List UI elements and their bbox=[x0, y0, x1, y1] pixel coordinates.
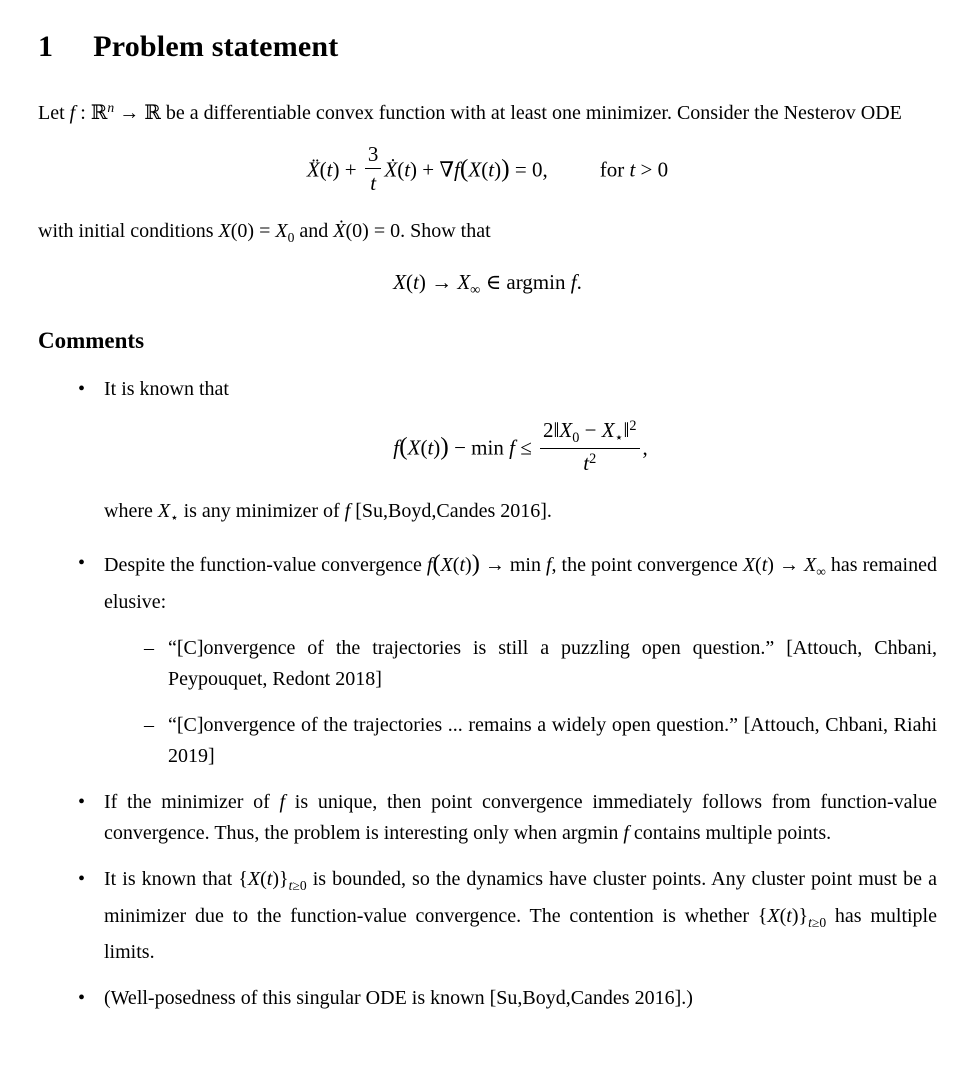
bullet-marker: • bbox=[78, 987, 86, 1010]
bullet-item-known-rate bbox=[78, 374, 937, 534]
section-heading bbox=[38, 30, 937, 64]
nesterov-ode-equation: Ẍ(t) + $\frac{3}{t}$ Ẋ(t) + ∇f(X(t)) = 0, for t > 0 bbox=[306, 141, 669, 195]
dash-marker: – bbox=[144, 713, 154, 736]
comments-list bbox=[38, 374, 937, 1015]
bullet-well-posedness-text: (Well-posedness of this singular ODE is known [Su,Boyd,Candes 2016].) bbox=[104, 987, 693, 1010]
subitem-quote-attouch-2018 bbox=[144, 633, 937, 695]
quote-attouch-2019-text: “[C]onvergence of the trajectories ... remains a widely open question.” [Attouch, Chbani, Riahi 2019] bbox=[168, 713, 937, 767]
bullet-item-elusive-convergence bbox=[78, 548, 937, 618]
bullet-item-bounded-trajectory bbox=[78, 864, 937, 969]
bullet-item-unique-minimizer bbox=[78, 787, 937, 849]
limit-claim-equation: $X(t) \to X_\infty$ ∈ argmin f. bbox=[393, 269, 582, 298]
initial-conditions-paragraph: with initial conditions $X(0) = X_0$ and Ẋ(0) = 0. Show that bbox=[38, 220, 491, 245]
quote-attouch-2018-text: “[C]onvergence of the trajectories is still a puzzling open question.” [Attouch, Chbani, Peypouquet, Redont 2018] bbox=[168, 636, 937, 690]
bullet-elusive-text: Despite the function-value convergence f(X(t)) → min f, the point convergence $X(t) \to X_\infty$ has remained elusive: bbox=[104, 550, 937, 613]
bullet-bounded-trajectory-text: It is known that $\{X(t)\}_{t\ge 0}$ is bounded, so the dynamics have cluster points. Any cluster point must be a minimizer due to the function-value convergence. The contention is whether $\{X(t)\}_{t\ge 0}$ has multiple limits. bbox=[104, 867, 937, 964]
bullet-marker: • bbox=[78, 377, 86, 400]
fraction: $\frac{2‖X_0 - X_⋆‖^2}{t^2}$ bbox=[540, 418, 640, 476]
convergence-rate-equation: f(X(t)) − min f ≤ $\frac{2‖X_0 - X_⋆‖^2}{t^2}$ , bbox=[393, 417, 648, 476]
subitem-quote-attouch-2019 bbox=[144, 710, 937, 772]
section-number: 1 bbox=[38, 30, 54, 63]
bullet-marker: • bbox=[78, 790, 86, 813]
bullet-marker: • bbox=[78, 552, 86, 575]
bullet-unique-minimizer-text: If the minimizer of f is unique, then point convergence immediately follows from function-value convergence. Thus, the problem is interesting only when argmin f contains multiple points. bbox=[104, 790, 937, 844]
document-page bbox=[38, 30, 937, 1014]
bullet-marker: • bbox=[78, 867, 86, 890]
intro-paragraph: Let f : ℝ$^n$ → ℝ be a differentiable convex function with at least one minimizer. Consider the Nesterov ODE bbox=[38, 100, 902, 124]
bullet-item-well-posedness bbox=[78, 983, 937, 1014]
section-title: Problem statement bbox=[93, 30, 339, 63]
bullet-known-rate-text: It is known that bbox=[104, 377, 229, 400]
dash-marker: – bbox=[144, 636, 154, 659]
comments-heading: Comments bbox=[38, 327, 145, 353]
where-minimizer-line: where $X_⋆$ is any minimizer of f [Su,Boyd,Candes 2016]. bbox=[104, 500, 552, 526]
fraction: $\frac{3}{t}$ bbox=[365, 142, 382, 195]
bullet-content bbox=[104, 374, 937, 534]
